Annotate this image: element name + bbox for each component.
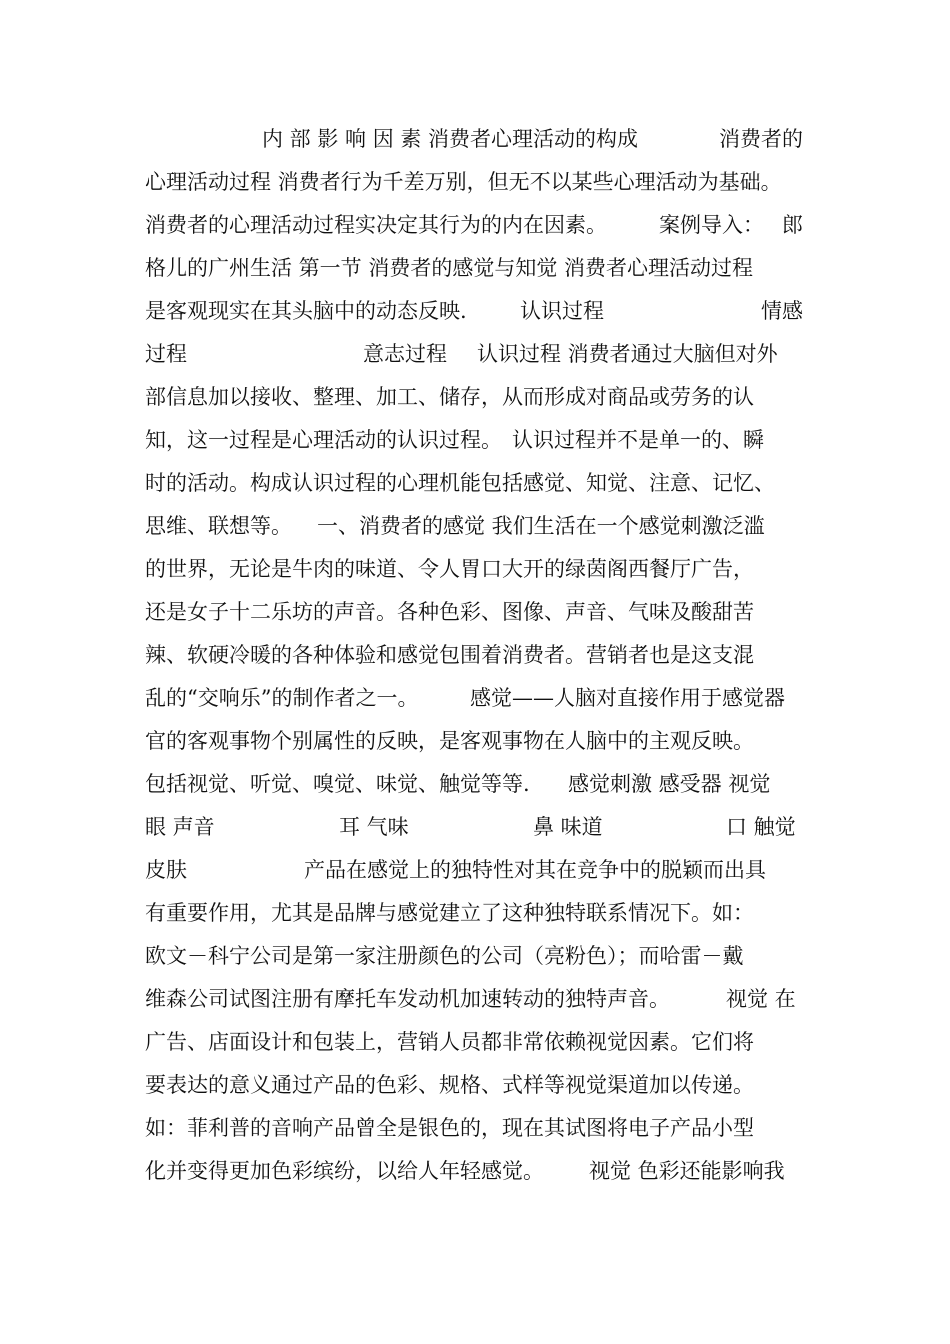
- text-segment: 还是女子十二乐坊的声音。各种色彩、图像、声音、气味及酸甜苦: [145, 600, 754, 624]
- text-segment: 认识过程: [520, 299, 604, 323]
- text-segment: 部信息加以接收、整理、加工、储存，从而形成对商品或劳务的认: [145, 385, 754, 409]
- text-line-24: [0, 1113, 950, 1156]
- text-line-5: [0, 296, 950, 339]
- text-segment: 的世界，无论是牛肉的味道、令人胃口大开的绿茵阁西餐厅广告，: [145, 557, 754, 581]
- text-segment: 耳 气味: [339, 815, 409, 839]
- text-line-4: [0, 253, 950, 296]
- text-line-25: [0, 1156, 950, 1199]
- text-segment: 消费者的心理活动过程实决定其行为的内在因素。: [145, 213, 607, 237]
- text-line-18: [0, 855, 950, 898]
- text-segment: 视觉 色彩还能影响我: [589, 1159, 785, 1183]
- text-line-17: [0, 812, 950, 855]
- text-segment: 心理活动过程 消费者行为千差万别，但无不以某些心理活动为基础。: [145, 170, 782, 194]
- text-segment: 感觉——人脑对直接作用于感觉器: [470, 686, 785, 710]
- text-line-13: [0, 640, 950, 683]
- text-segment: 眼 声音: [145, 815, 215, 839]
- text-segment: 消费者的: [719, 127, 803, 151]
- text-segment: 郎: [782, 213, 803, 237]
- text-segment: 格儿的广州生活 第一节 消费者的感觉与知觉 消费者心理活动过程: [145, 256, 754, 280]
- text-segment: 情感: [761, 299, 803, 323]
- text-segment: 如：菲利普的音响产品曾全是银色的，现在其试图将电子产品小型: [145, 1116, 754, 1140]
- text-line-7: [0, 382, 950, 425]
- text-line-2: [0, 167, 950, 210]
- text-segment: 化并变得更加色彩缤纷，以给人年轻感觉。: [145, 1159, 544, 1183]
- text-segment: 有重要作用，尤其是品牌与感觉建立了这种独特联系情况下。如：: [145, 901, 754, 925]
- text-line-15: [0, 726, 950, 769]
- text-segment: 内 部 影 响 因 素 消费者心理活动的构成: [262, 127, 639, 151]
- text-line-23: [0, 1070, 950, 1113]
- text-segment: 要表达的意义通过产品的色彩、规格、式样等视觉渠道加以传递。: [145, 1073, 754, 1097]
- text-segment: 包括视觉、听觉、嗅觉、味觉、触觉等等.: [145, 772, 530, 796]
- text-segment: 过程: [145, 342, 187, 366]
- text-line-19: [0, 898, 950, 941]
- text-segment: 视觉 在: [726, 987, 796, 1011]
- text-segment: 辣、软硬冷暖的各种体验和感觉包围着消费者。营销者也是这支混: [145, 643, 754, 667]
- text-line-14: [0, 683, 950, 726]
- text-segment: 意志过程: [363, 342, 447, 366]
- text-segment: 是客观现实在其头脑中的动态反映.: [145, 299, 467, 323]
- text-segment: 思维、联想等。: [145, 514, 292, 538]
- text-segment: 官的客观事物个别属性的反映，是客观事物在人脑中的主观反映。: [145, 729, 754, 753]
- text-line-11: [0, 554, 950, 597]
- text-segment: 维森公司试图注册有摩托车发动机加速转动的独特声音。: [145, 987, 670, 1011]
- text-line-6: [0, 339, 950, 382]
- text-line-3: [0, 210, 950, 253]
- text-segment: 皮肤: [145, 858, 187, 882]
- text-line-22: [0, 1027, 950, 1070]
- text-segment: 乱的“交响乐”的制作者之一。: [145, 686, 419, 710]
- text-segment: 感觉刺激 感受器 视觉: [568, 772, 771, 796]
- text-line-21: [0, 984, 950, 1027]
- text-segment: 知，这一过程是心理活动的认识过程。: [145, 428, 502, 452]
- text-segment: 认识过程并不是单一的、瞬: [512, 428, 764, 452]
- text-segment: 认识过程 消费者通过大脑但对外: [477, 342, 778, 366]
- text-segment: 口 触觉: [726, 815, 796, 839]
- text-line-10: [0, 511, 950, 554]
- text-segment: 一、消费者的感觉 我们生活在一个感觉刺激泛滥: [317, 514, 765, 538]
- text-segment: 案例导入：: [659, 213, 764, 237]
- text-line-20: [0, 941, 950, 984]
- text-segment: 时的活动。构成认识过程的心理机能包括感觉、知觉、注意、记忆、: [145, 471, 775, 495]
- text-line-16: [0, 769, 950, 812]
- text-line-1: [0, 124, 950, 167]
- text-segment: 广告、店面设计和包装上，营销人员都非常依赖视觉因素。它们将: [145, 1030, 754, 1054]
- text-line-8: [0, 425, 950, 468]
- text-segment: 欧文－科宁公司是第一家注册颜色的公司（亮粉色）；而哈雷－戴: [145, 944, 744, 968]
- text-line-12: [0, 597, 950, 640]
- text-segment: 鼻 味道: [533, 815, 603, 839]
- text-segment: 产品在感觉上的独特性对其在竞争中的脱颖而出具: [304, 858, 766, 882]
- text-line-9: [0, 468, 950, 511]
